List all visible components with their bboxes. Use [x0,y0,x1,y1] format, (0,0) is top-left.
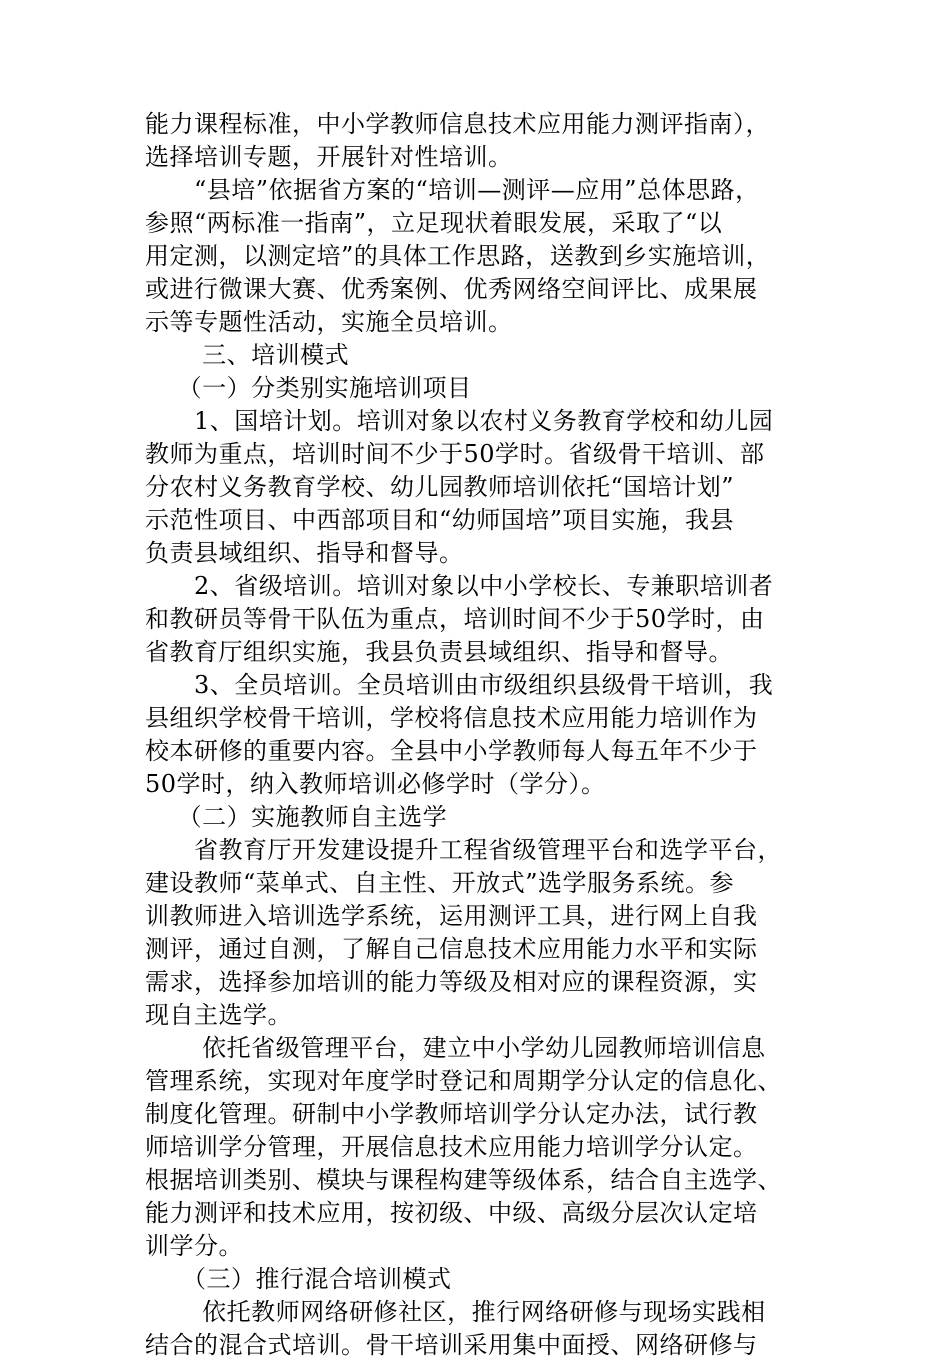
text-line: 结合的混合式培训。骨干培训采用集中面授、网络研修与 [145,1331,758,1359]
text-line: 1、国培计划。培训对象以农村义务教育学校和幼儿园 [145,407,774,435]
text-line: 需求，选择参加培训的能力等级及相对应的课程资源，实 [145,968,758,996]
text-line: 参照“两标准一指南”，立足现状着眼发展，采取了“以 [145,209,723,237]
text-line: 教师为重点，培训时间不少于50学时。省级骨干培训、部 [145,440,765,468]
text-line: 负责县域组织、指导和督导。 [145,539,464,567]
subsection-heading: （二）实施教师自主选学 [145,803,448,831]
text-line: 和教研员等骨干队伍为重点，培训时间不少于50学时，由 [145,605,765,633]
text-line: 依托教师网络研修社区，推行网络研修与现场实践相 [145,1298,766,1326]
text-line: 或进行微课大赛、优秀案例、优秀网络空间评比、成果展 [145,275,758,303]
document-body [145,108,815,1362]
text-line: 50学时，纳入教师培训必修学时（学分）。 [145,770,606,798]
text-line: 测评，通过自测，了解自己信息技术应用能力水平和实际 [145,935,758,963]
text-line: 省教育厅开发建设提升工程省级管理平台和选学平台， [145,836,782,864]
text-line: 师培训学分管理，开展信息技术应用能力培训学分认定。 [145,1133,758,1161]
text-line: 示等专题性活动，实施全员培训。 [145,308,513,336]
text-line: 省教育厅组织实施，我县负责县域组织、指导和督导。 [145,638,733,666]
text-line: 能力测评和技术应用，按初级、中级、高级分层次认定培 [145,1199,758,1227]
text-line: 校本研修的重要内容。全县中小学教师每人每五年不少于 [145,737,758,765]
text-line: 3、全员培训。全员培训由市级组织县级骨干培训，我 [145,671,774,699]
text-line: 用定测，以测定培”的具体工作思路，送教到乡实施培训， [145,242,771,270]
text-line: “县培”依据省方案的“培训—测评—应用”总体思路， [145,176,760,204]
text-line: 分农村义务教育学校、幼儿园教师培训依托“国培计划” [145,473,735,501]
text-line: 根据培训类别、模块与课程构建等级体系，结合自主选学、 [145,1166,782,1194]
text-line: 依托省级管理平台，建立中小学幼儿园教师培训信息 [145,1034,766,1062]
subsection-heading: （一）分类别实施培训项目 [145,374,472,402]
text-line: 示范性项目、中西部项目和“幼师国培”项目实施，我县 [145,506,735,534]
text-line: 训教师进入培训选学系统，运用测评工具，进行网上自我 [145,902,758,930]
text-line: 能力课程标准，中小学教师信息技术应用能力测评指南）， [145,110,770,138]
text-line: 县组织学校骨干培训，学校将信息技术应用能力培训作为 [145,704,758,732]
text-line: 选择培训专题，开展针对性培训。 [145,143,513,171]
section-heading: 三、培训模式 [145,341,350,369]
text-line: 管理系统，实现对年度学时登记和周期学分认定的信息化、 [145,1067,782,1095]
text-line: 制度化管理。研制中小学教师培训学分认定办法，试行教 [145,1100,758,1128]
text-line: 2、省级培训。培训对象以中小学校长、专兼职培训者 [145,572,774,600]
subsection-heading: （三）推行混合培训模式 [145,1265,452,1293]
text-line: 现自主选学。 [145,1001,292,1029]
text-line: 训学分。 [145,1232,243,1260]
text-line: 建设教师“菜单式、自主性、开放式”选学服务系统。参 [145,869,735,897]
